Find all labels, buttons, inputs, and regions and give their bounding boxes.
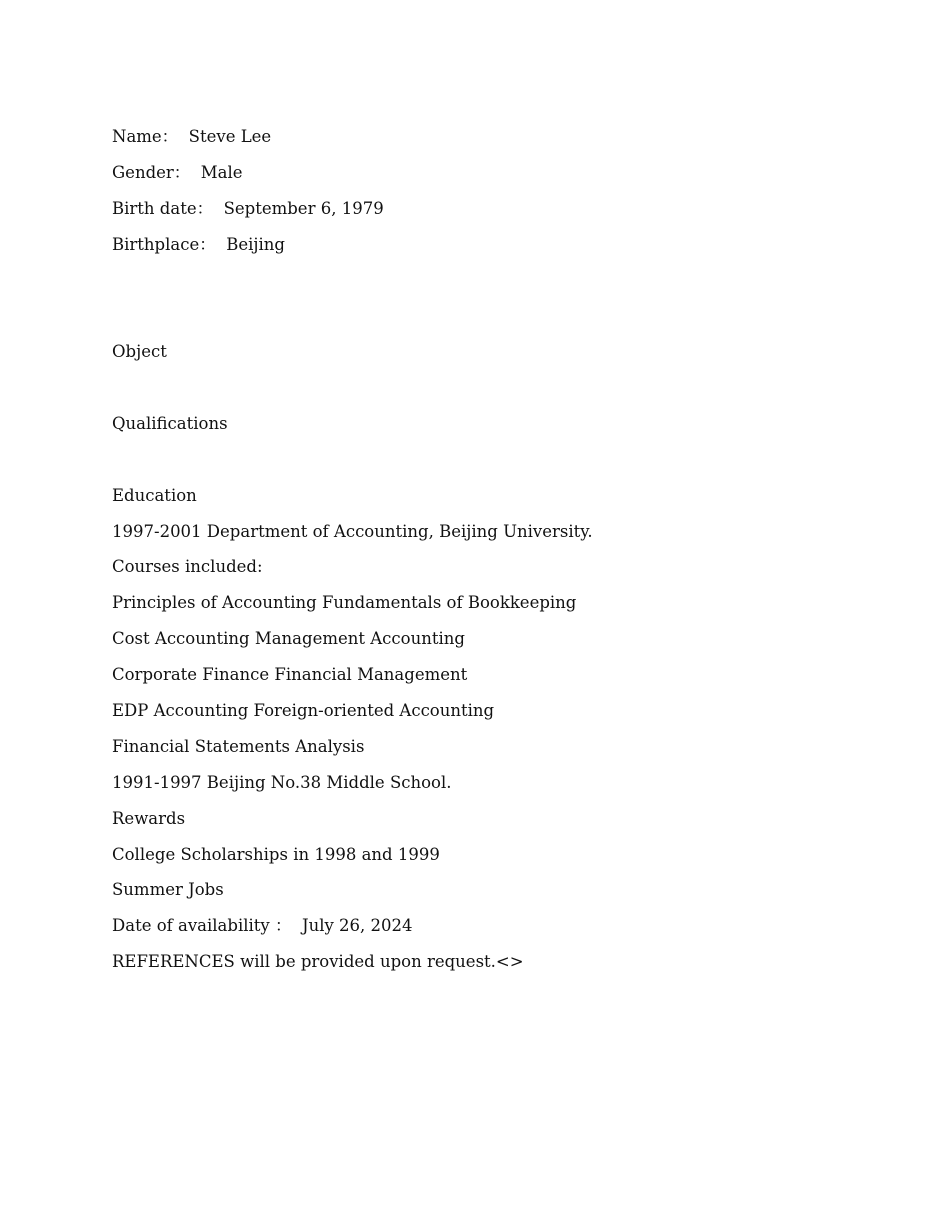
summer-jobs-heading: Summer Jobs (112, 880, 224, 900)
courses-heading: Courses included: (112, 557, 263, 577)
birth-date-line: Birth date： September 6, 1979 (112, 198, 384, 218)
rewards-item: College Scholarships in 1998 and 1999 (112, 844, 440, 864)
resume-body (112, 126, 872, 987)
course-item: Financial Statements Analysis (112, 736, 365, 756)
course-item: Corporate Finance Financial Management (112, 665, 468, 685)
course-item: EDP Accounting Foreign-oriented Accounting (112, 700, 495, 720)
course-item: Cost Accounting Management Accounting (112, 629, 465, 649)
middle-school-line: 1991-1997 Beijing No.38 Middle School. (112, 772, 452, 792)
university-line: 1997-2001 Department of Accounting, Beijing University. (112, 521, 593, 541)
course-item: Principles of Accounting Fundamentals of Bookkeeping (112, 593, 577, 613)
spacer (112, 377, 872, 413)
spacer (112, 270, 872, 342)
spacer (112, 449, 872, 485)
references-line: REFERENCES will be provided upon request.<> (112, 952, 524, 972)
education-heading: Education (112, 485, 197, 505)
gender-line: Gender： Male (112, 162, 243, 182)
qualifications-heading: Qualifications (112, 413, 228, 433)
name-line: Name： Steve Lee (112, 127, 272, 146)
object-heading: Object (112, 342, 167, 362)
availability-line: Date of availability ： July 26, 2024 (112, 916, 413, 936)
birthplace-line: Birthplace： Beijing (112, 234, 285, 254)
rewards-heading: Rewards (112, 808, 186, 828)
